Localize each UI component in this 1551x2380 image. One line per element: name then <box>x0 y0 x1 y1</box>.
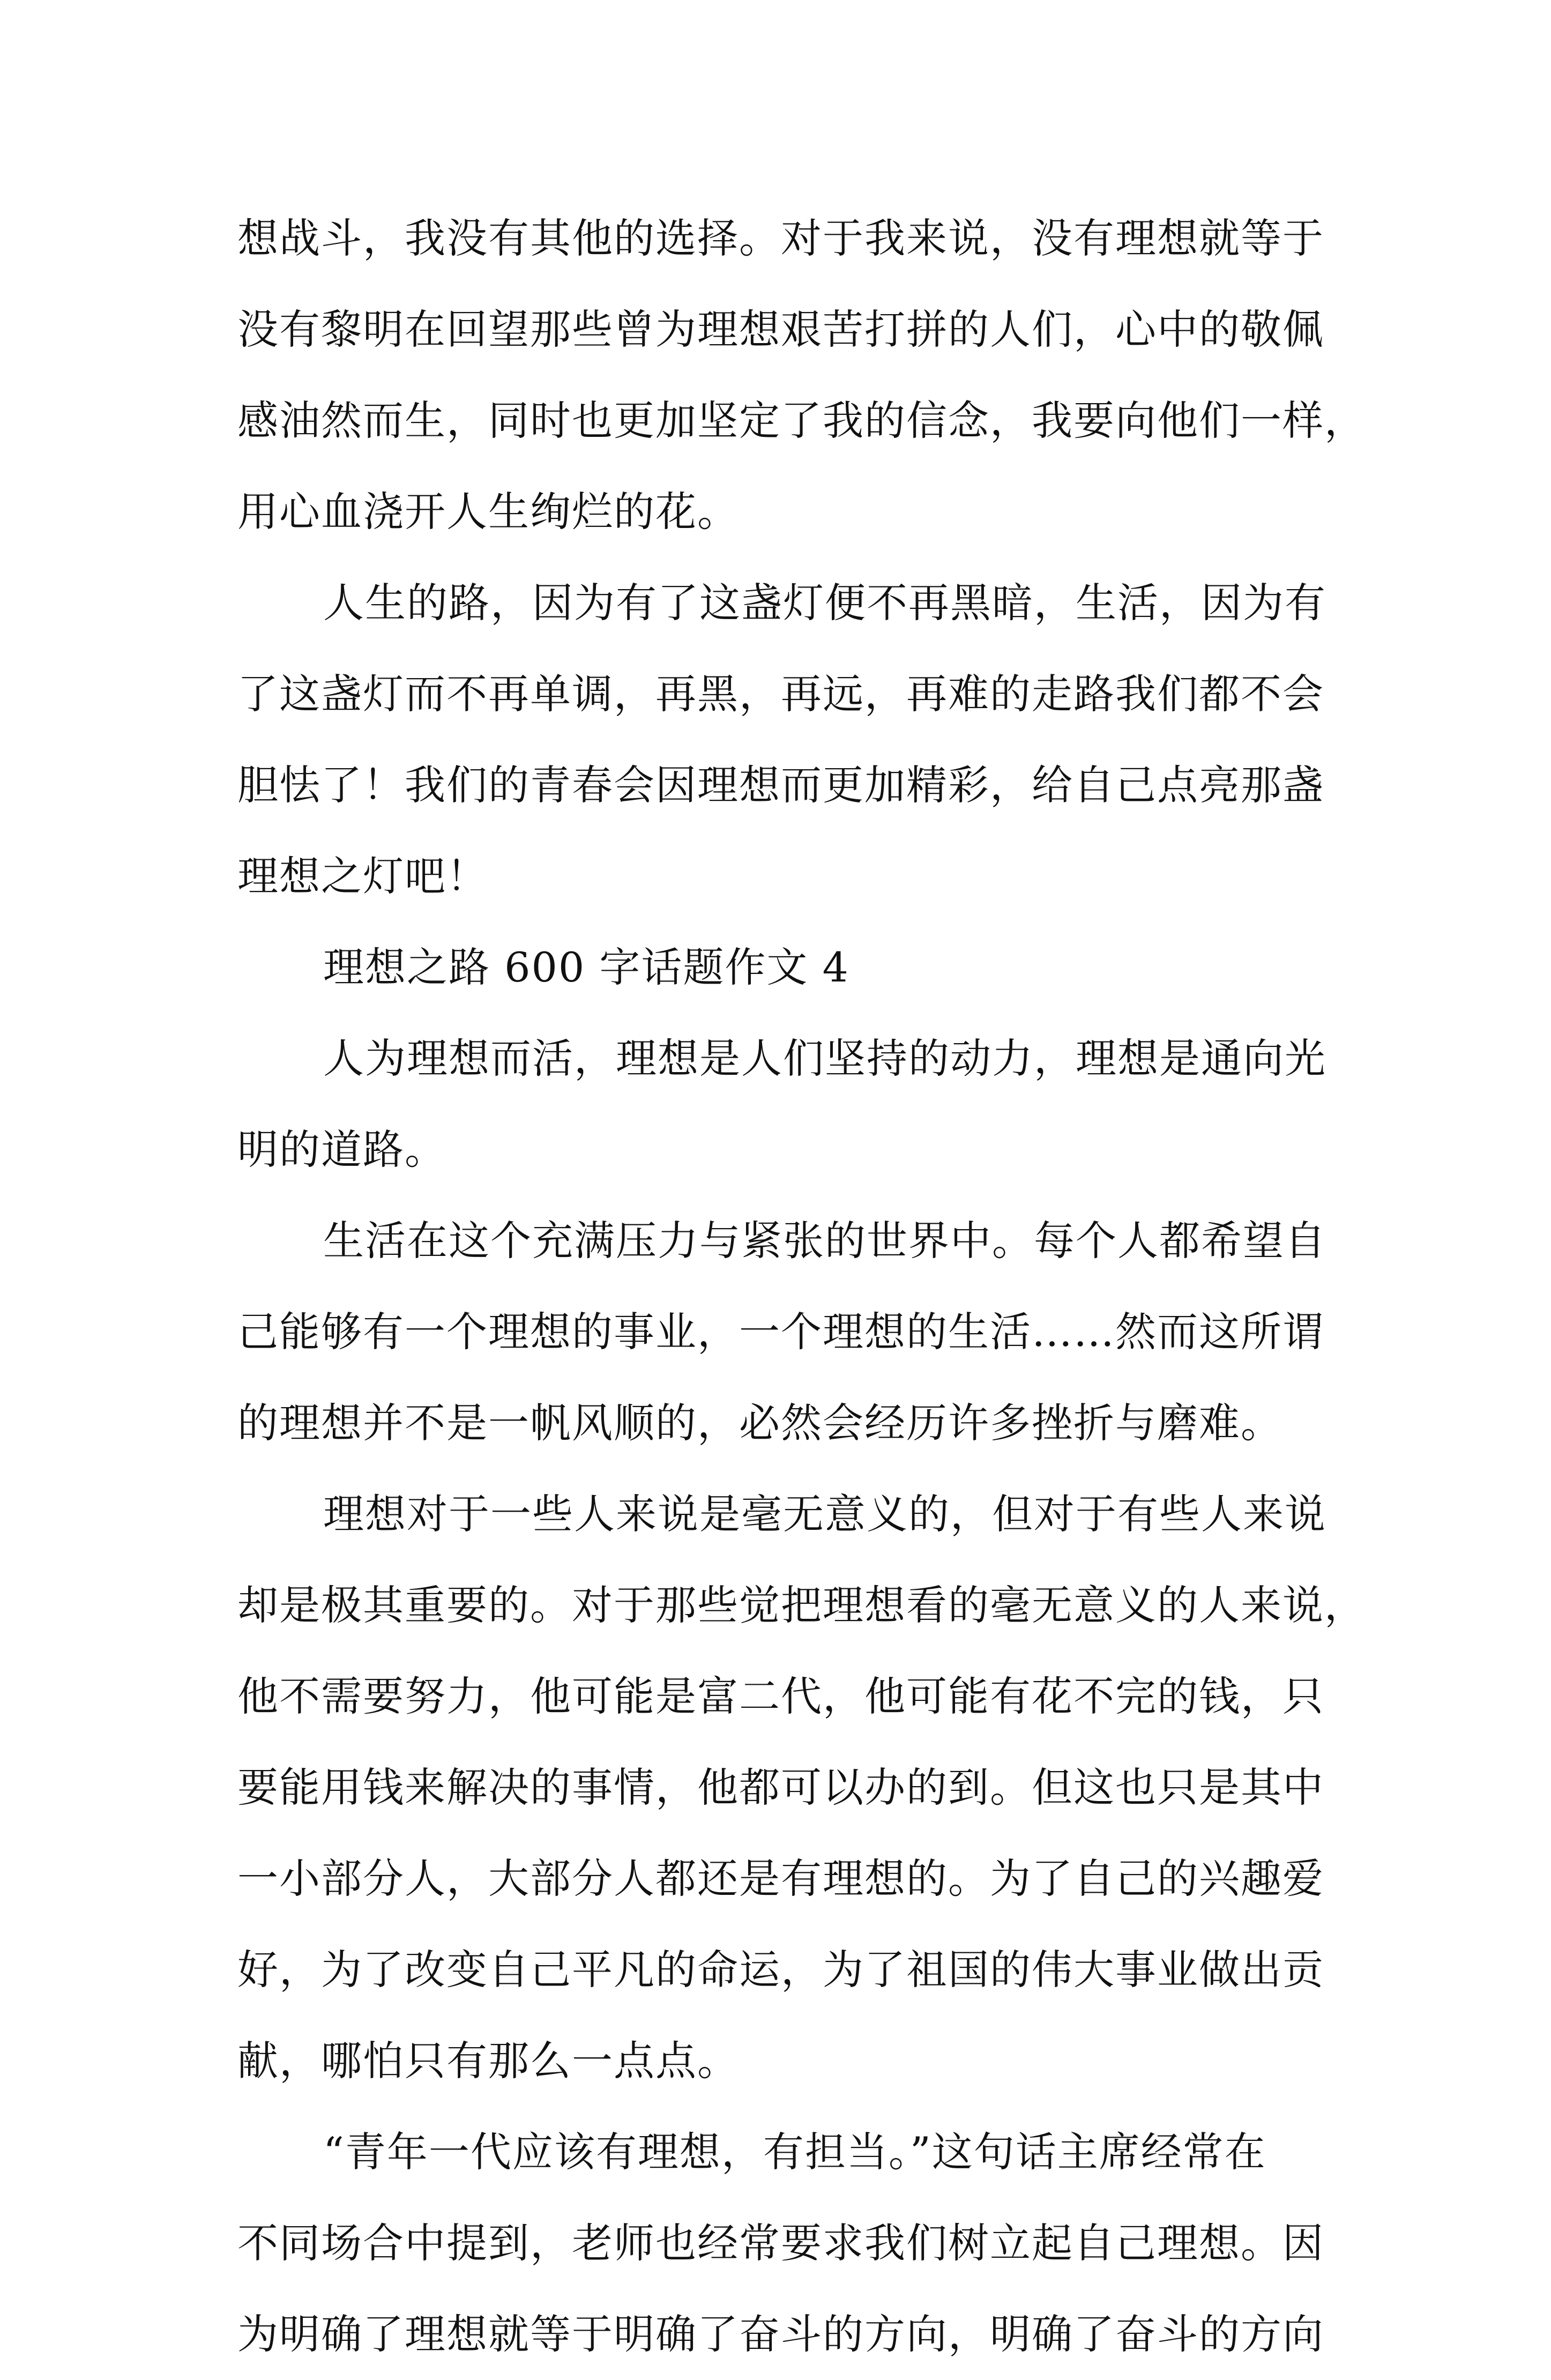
text-line: 感油然而生，同时也更加坚定了我的信念，我要向他们一样， <box>237 397 1366 444</box>
text-line: 理想对于一些人来说是毫无意义的，但对于有些人来说 <box>323 1490 1326 1538</box>
text-line: 为明确了理想就等于明确了奋斗的方向，明确了奋斗的方向 <box>237 2310 1324 2358</box>
text-line: 没有黎明在回望那些曾为理想艰苦打拼的人们，心中的敬佩 <box>237 306 1324 353</box>
text-line: 却是极其重要的。对于那些觉把理想看的毫无意义的人来说， <box>237 1581 1366 1629</box>
paragraph-2 <box>237 557 1331 922</box>
text-line: 用心血浇开人生绚烂的花。 <box>237 488 739 536</box>
paragraph-3 <box>237 1013 1331 1195</box>
heading-line: 理想之路 600 字话题作文 4 <box>323 943 849 991</box>
text-line: 好，为了改变自己平凡的命运，为了祖国的伟大事业做出贡 <box>237 1946 1324 1994</box>
text-line: 胆怯了！我们的青春会因理想而更加精彩，给自己点亮那盏 <box>237 761 1324 809</box>
text-line: 了这盏灯而不再单调，再黑，再远，再难的走路我们都不会 <box>237 670 1324 718</box>
section-heading <box>237 922 1331 1013</box>
text-line: 明的道路。 <box>237 1126 446 1173</box>
text-line: 的理想并不是一帆风顺的，必然会经历许多挫折与磨难。 <box>237 1399 1282 1447</box>
text-line: “青年一代应该有理想，有担当。”这句话主席经常在 <box>323 2128 1266 2176</box>
text-line: 要能用钱来解决的事情，他都可以办的到。但这也只是其中 <box>237 1764 1324 1811</box>
paragraph-6 <box>237 2107 1331 2380</box>
text-line: 想战斗，我没有其他的选择。对于我来说，没有理想就等于 <box>237 214 1324 262</box>
paragraph-1 <box>237 193 1366 557</box>
document-body <box>237 193 1366 2380</box>
paragraph-5 <box>237 1469 1366 2107</box>
text-line: 献，哪怕只有那么一点点。 <box>237 2037 739 2085</box>
text-line: 不同场合中提到，老师也经常要求我们树立起自己理想。因 <box>237 2219 1324 2267</box>
text-line: 理想之灯吧！ <box>237 852 488 900</box>
text-line: 己能够有一个理想的事业，一个理想的生活……然而这所谓 <box>237 1308 1324 1356</box>
text-line: 人为理想而活，理想是人们坚持的动力，理想是通向光 <box>323 1035 1326 1082</box>
text-line: 生活在这个充满压力与紧张的世界中。每个人都希望自 <box>323 1217 1326 1265</box>
text-line: 人生的路，因为有了这盏灯便不再黑暗，生活，因为有 <box>323 579 1326 627</box>
paragraph-4 <box>237 1195 1331 1469</box>
text-line: 一小部分人，大部分人都还是有理想的。为了自己的兴趣爱 <box>237 1855 1324 1902</box>
text-line: 他不需要努力，他可能是富二代，他可能有花不完的钱，只 <box>237 1672 1324 1720</box>
